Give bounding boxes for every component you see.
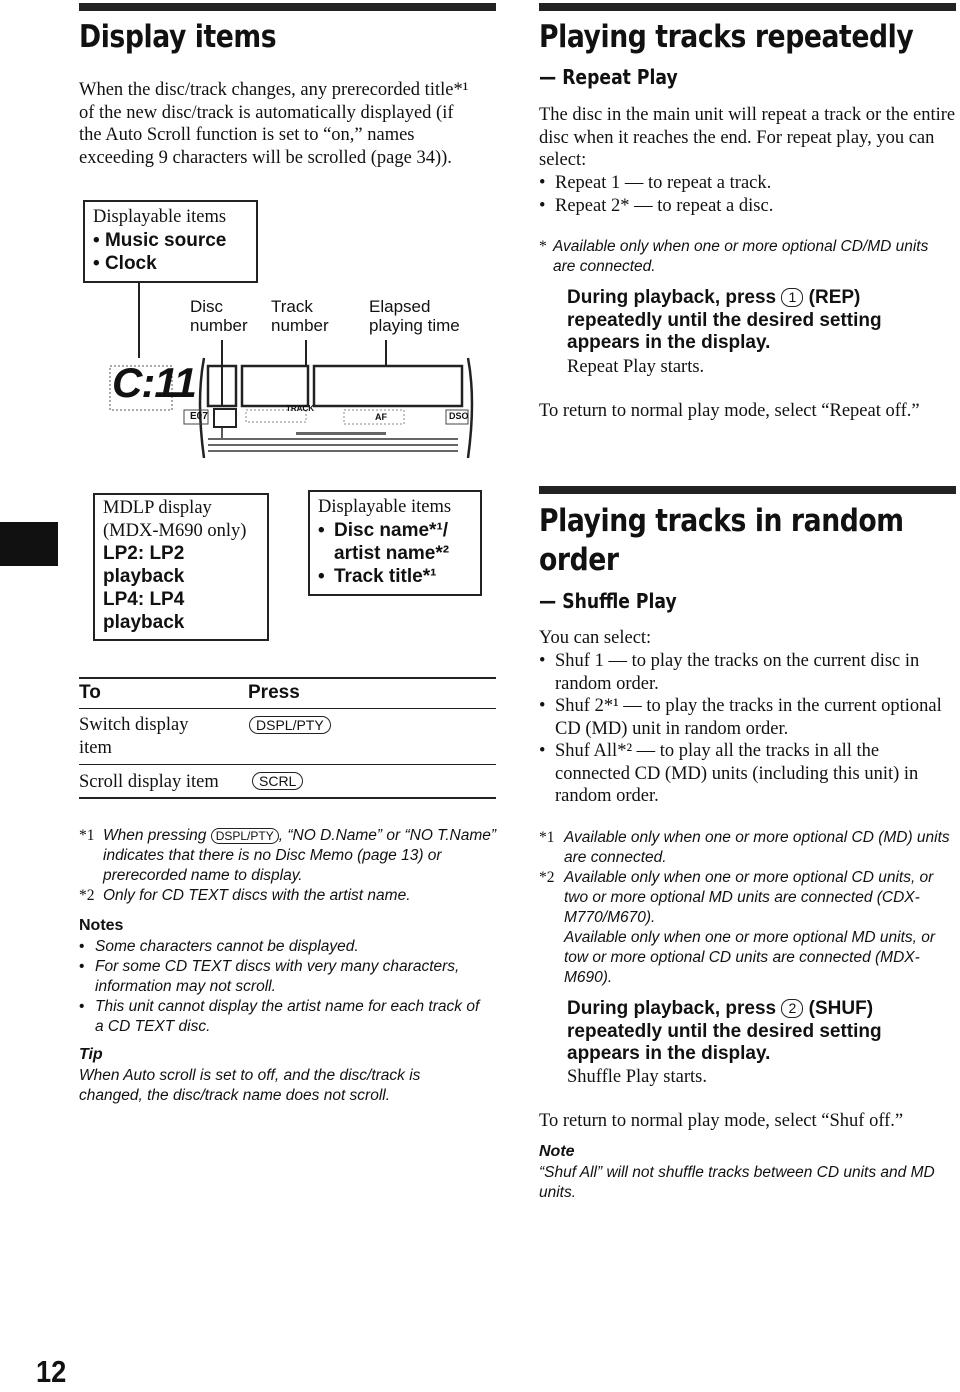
dspl-pty-button: DSPL/PTY bbox=[249, 716, 331, 734]
table-header-to: To bbox=[79, 682, 101, 703]
section-tab-marker bbox=[0, 522, 58, 566]
shuffle-return: To return to normal play mode, select “Shuf off.” bbox=[539, 1111, 904, 1131]
repeat-option-item: • Repeat 1 — to repeat a track. bbox=[539, 173, 772, 193]
callout-elapsed-time: Elapsed playing time bbox=[369, 297, 460, 335]
footnote-2: *2 Only for CD TEXT discs with the artist name. bbox=[79, 887, 411, 904]
displayable-items-box bbox=[83, 200, 258, 283]
lcd-label-e07: E07 bbox=[190, 411, 208, 422]
displayable-items-box-2 bbox=[308, 490, 482, 596]
display-items-title: Display items bbox=[79, 19, 277, 55]
shuffle-note-text: “Shuf All” will not shuffle tracks between CD units and MD units. bbox=[539, 1164, 935, 1201]
note-item: • Some characters cannot be displayed. bbox=[79, 938, 359, 955]
shuffle-intro: You can select: bbox=[539, 628, 652, 648]
display-items-intro: When the disc/track changes, any prerecorded title*¹ of the new disc/track is automatically displayed (if the Auto Scroll function is set to “on,” names exceeding 9 characters will be scrolled (page 34)). bbox=[79, 80, 469, 168]
note-item: • For some CD TEXT discs with very many characters, information may not scroll. bbox=[79, 958, 460, 995]
box-item-music-source: • Music source bbox=[93, 229, 227, 251]
note-item: • This unit cannot display the artist name for each track of a CD TEXT disc. bbox=[79, 998, 480, 1035]
table-header-rule bbox=[79, 708, 496, 709]
repeat-subtitle: — Repeat Play bbox=[539, 65, 678, 89]
table-row-scroll-to: Scroll display item bbox=[79, 772, 219, 792]
shuffle-options bbox=[539, 650, 957, 808]
table-row-switch-to: Switch display item bbox=[79, 715, 189, 758]
disp-box-heading: Displayable items bbox=[318, 497, 452, 517]
repeat-title: Playing tracks repeatedly bbox=[539, 19, 914, 55]
mdlp-display-box bbox=[93, 493, 269, 641]
page-number: 12 bbox=[36, 1354, 67, 1389]
button-2-icon: 2 bbox=[781, 999, 803, 1018]
footnote-1: *1 When pressing DSPL/PTY , “NO D.Name” or “NO T.Name” indicates that there is no Disc Memo (page 13) or prerecorded name to display. bbox=[79, 827, 497, 884]
lcd-label-dso: DSO bbox=[449, 411, 469, 421]
box-item-clock: • Clock bbox=[93, 252, 157, 274]
notes-heading: Notes bbox=[79, 917, 124, 934]
scrl-button: SCRL bbox=[252, 772, 303, 790]
callout-track-number: Track number bbox=[271, 297, 329, 335]
repeat-options bbox=[539, 172, 957, 217]
shuffle-note-heading: Note bbox=[539, 1143, 575, 1160]
shuffle-option-item: • Shuf 1 — to play the tracks on the current disc in random order. bbox=[539, 651, 920, 694]
shuffle-option-item: • Shuf 2*¹ — to play the tracks in the current optional CD (MD) unit in random order. bbox=[539, 696, 942, 739]
dspl-pty-button-inline: DSPL/PTY bbox=[211, 828, 279, 844]
shuffle-option-item: • Shuf All*² — to play all the tracks in all the connected CD (MD) units (including this unit) in random order. bbox=[539, 741, 919, 806]
notes-list bbox=[79, 937, 489, 1037]
disp-box-item-track-title: • Track title*¹ bbox=[318, 565, 437, 587]
shuffle-title-line-2: order bbox=[539, 542, 619, 578]
shuffle-step-result: Shuffle Play starts. bbox=[567, 1067, 707, 1087]
repeat-option-item: • Repeat 2* — to repeat a disc. bbox=[539, 195, 774, 216]
shuffle-step: During playback, press 2 (SHUF) repeatedly until the desired setting appears in the display. bbox=[567, 998, 882, 1064]
right-header-bar-2 bbox=[539, 486, 956, 494]
right-header-bar-1 bbox=[539, 3, 956, 11]
lcd-label-track: TRACK bbox=[286, 404, 314, 413]
repeat-return: To return to normal play mode, select “Repeat off.” bbox=[539, 401, 920, 421]
table-row-rule bbox=[79, 764, 496, 765]
repeat-step: During playback, press 1 (REP) repeatedly until the desired setting appears in the display. bbox=[567, 287, 882, 353]
shuffle-title-line-1: Playing tracks in random bbox=[539, 503, 904, 539]
shuffle-footnote-2: *2 Available only when one or more optional CD units, or two or more optional MD units are connected (CDX-M770/M670). Available only when one or more optional MD units, or tow or more optional CD units are connected (MDX-M690). bbox=[539, 869, 936, 986]
button-1-icon: 1 bbox=[781, 288, 803, 307]
table-bottom-rule bbox=[79, 797, 496, 799]
box-heading: Displayable items bbox=[93, 207, 227, 227]
repeat-step-result: Repeat Play starts. bbox=[567, 357, 705, 377]
table-top-rule bbox=[79, 677, 496, 679]
callout-disc-number: Disc number bbox=[190, 297, 248, 335]
tip-heading: Tip bbox=[79, 1046, 103, 1063]
lcd-digits: C:11 bbox=[112, 359, 196, 406]
tip-text: When Auto scroll is set to off, and the disc/track is changed, the disc/track name does not scroll. bbox=[79, 1067, 421, 1104]
mdlp-lp4: LP4: LP4 playback bbox=[103, 589, 185, 633]
repeat-intro: The disc in the main unit will repeat a track or the entire disc when it reaches the end. For repeat play, you can select: bbox=[539, 105, 956, 170]
table-header-press: Press bbox=[248, 682, 300, 703]
shuffle-subtitle: — Shuffle Play bbox=[539, 589, 677, 613]
repeat-footnote: * Available only when one or more optional CD/MD units are connected. bbox=[539, 238, 929, 275]
left-header-bar bbox=[79, 3, 496, 11]
mdlp-lp2: LP2: LP2 playback bbox=[103, 543, 185, 587]
shuffle-footnote-1: *1 Available only when one or more optional CD (MD) units are connected. bbox=[539, 829, 950, 866]
disp-box-item-disc-name: • Disc name*¹/ artist name*² bbox=[318, 519, 450, 564]
mdlp-heading: MDLP display (MDX-M690 only) bbox=[103, 498, 247, 541]
lcd-label-af: AF bbox=[375, 412, 387, 422]
